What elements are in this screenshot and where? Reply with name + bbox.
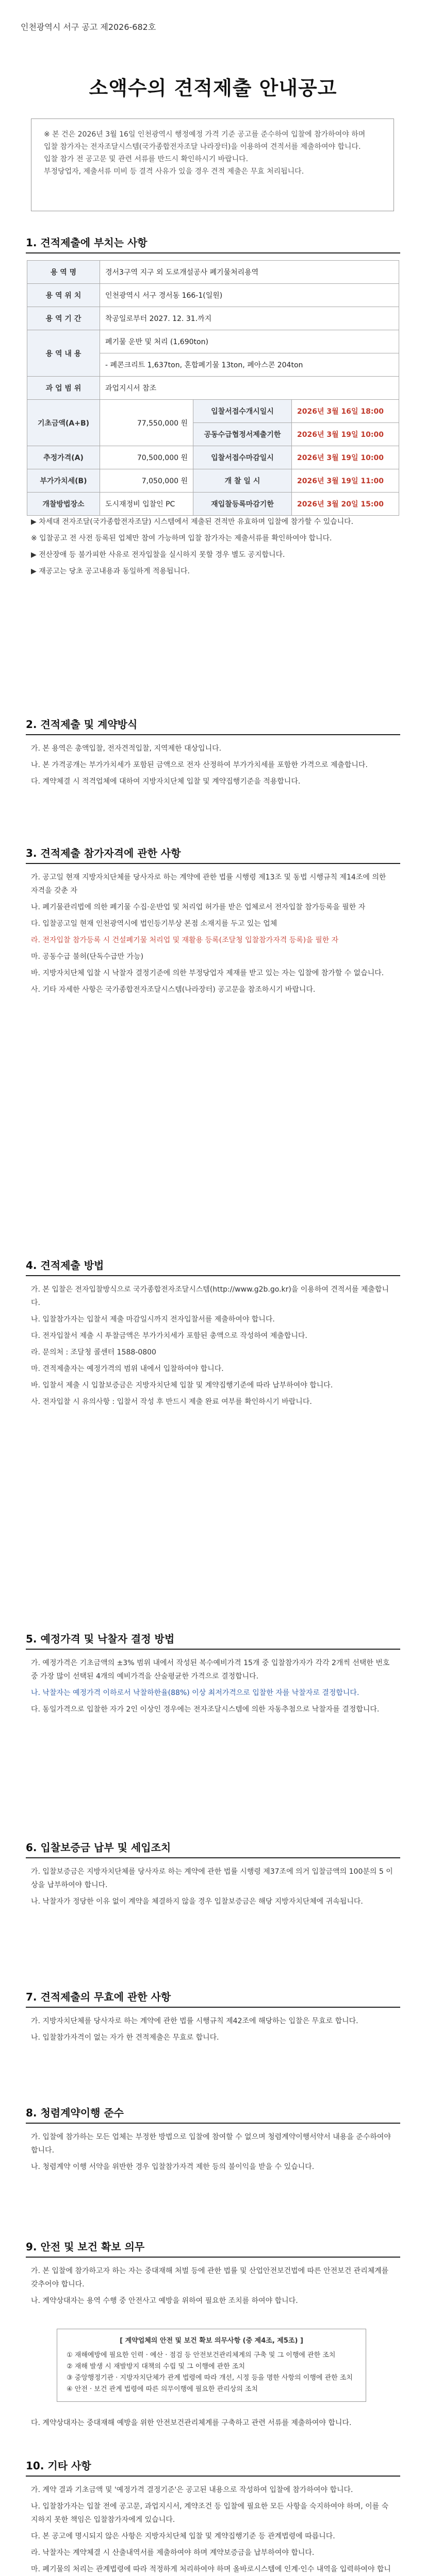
section-divider xyxy=(26,734,400,735)
section-title: 6. 입찰보증금 납부 및 세입조치 xyxy=(26,1841,171,1854)
budget-label: 부가가치세(B) xyxy=(27,469,100,493)
body-line: 나. 계약상대자는 용역 수행 중 안전사고 예방을 위하여 필요한 조치를 하여야 합니다. xyxy=(31,2297,298,2305)
section4-body xyxy=(31,1283,395,1412)
body-line: 마. 공동수급 불허(단독수급만 가능) xyxy=(31,953,144,961)
body-line: 나. 입찰참가자는 입찰 전에 공고문, 과업지시서, 계약조건 등 입찰에 필요한 모든 사항을 숙지하여야 하며, 이를 숙지하지 못한 책임은 입찰참가자에게 있습니다. xyxy=(31,2502,389,2524)
section-title: 8. 청렴계약이행 준수 xyxy=(26,2107,124,2119)
table-row xyxy=(27,469,399,493)
table-row xyxy=(27,284,399,307)
box-line: ① 재해예방에 필요한 인력 · 예산 · 점검 등 안전보건관리체계의 구축 및 그 이행에 관한 조치 xyxy=(67,2351,336,2359)
body-line: 다. 계약상대자는 중대재해 예방을 위한 안전보건관리체계를 구축하고 관련 서류를 제출하여야 합니다. xyxy=(31,2419,352,2427)
budget-amount: 도시재정비 입찰인 PC xyxy=(100,493,193,516)
body-line: 바. 지방자치단체 입찰 시 낙찰자 결정기준에 의한 부정당업자 제재를 받고 있는 자는 입찰에 참가할 수 없습니다. xyxy=(31,969,384,977)
schedule-value: 2026년 3월 16일 18:00 xyxy=(292,400,399,423)
budget-amount: 70,500,000 원 xyxy=(100,446,193,469)
row-label: 용 역 명 xyxy=(27,261,100,284)
body-line: 가. 입찰보증금은 지방자치단체를 당사자로 하는 계약에 관한 법률 시행령 제37조에 의거 입찰금액의 100분의 5 이상을 납부하여야 합니다. xyxy=(31,1868,393,1889)
section-title: 1. 견적제출에 부치는 사항 xyxy=(26,236,148,249)
schedule-value: 2026년 3월 19일 11:00 xyxy=(292,469,399,493)
notice-line: 입찰 참가자는 전자조달시스템(국가종합전자조달 나라장터)을 이용하여 견적서를 제출하여야 합니다. xyxy=(44,143,361,151)
body-line: 가. 예정가격은 기초금액의 ±3% 범위 내에서 작성된 복수예비가격 15개 중 입찰참가자가 각각 2개씩 선택한 번호 중 가장 많이 선택된 4개의 예비가격을 산술평균한 가격으로 결정합니다. xyxy=(31,1659,390,1681)
table-row xyxy=(27,261,399,284)
body-line: 바. 입찰서 제출 시 입찰보증금은 지방자치단체 입찰 및 계약집행기준에 따라 납부하여야 합니다. xyxy=(31,1381,333,1389)
notice-box xyxy=(31,118,394,211)
section-title: 4. 견적제출 방법 xyxy=(26,1259,104,1272)
section9-after xyxy=(31,2416,395,2433)
safety-obligation-box xyxy=(57,2329,366,2402)
body-line: 가. 지방자치단체를 당사자로 하는 계약에 관한 법률 시행규칙 제42조에 해당하는 입찰은 무효로 합니다. xyxy=(31,2017,358,2025)
body-line: 마. 폐기물의 처리는 관계법령에 따라 적정하게 처리하여야 하며 올바로시스템에 인계·인수 내역을 입력하여야 합니 xyxy=(31,2565,391,2573)
body-line: 나. 입찰참가자격이 없는 자가 한 견적제출은 무효로 합니다. xyxy=(31,2033,219,2042)
schedule-label: 입찰서접수개시일시 xyxy=(193,400,292,423)
box-line: ③ 중앙행정기관 · 지방자치단체가 관계 법령에 따라 개선, 시정 등을 명한 사항의 이행에 관한 조치 xyxy=(67,2374,353,2382)
budget-amount: 7,050,000 원 xyxy=(100,469,193,493)
body-line: 라. 전자입찰 참가등록 시 건설폐기물 처리업 및 재활용 등록(조달청 입찰참가자격 등록)을 필한 자 xyxy=(31,936,339,944)
schedule-label: 개 찰 일 시 xyxy=(193,469,292,493)
budget-amount: 77,550,000 원 xyxy=(100,400,193,446)
table-row xyxy=(27,493,399,516)
note-line: ※ 입찰공고 전 사전 등록된 업체만 참여 가능하며 입찰 참가자는 제출서류를 확인하여야 합니다. xyxy=(31,534,332,543)
section-divider xyxy=(26,2257,400,2258)
schedule-label: 입찰서접수마감일시 xyxy=(193,446,292,469)
budget-label: 개찰방법장소 xyxy=(27,493,100,516)
note-line: ▶ 재공고는 당초 공고내용과 동일하게 적용됩니다. xyxy=(31,567,190,575)
body-line: 다. 동일가격으로 입찰한 자가 2인 이상인 경우에는 전자조달시스템에 의한 자동추첨으로 낙찰자를 결정합니다. xyxy=(31,1705,380,1714)
body-line: 라. 낙찰자는 계약체결 시 산출내역서를 제출하여야 하며 계약보증금을 납부하여야 합니다. xyxy=(31,2549,315,2557)
body-line: 가. 계약 결과 기초금액 및 '예정가격 결정기준'은 공고된 내용으로 작성하여 입찰에 참가하여야 합니다. xyxy=(31,2486,353,2494)
body-line: 가. 공고일 현재 지방자치단체를 당사자로 하는 계약에 관한 법률 시행령 제13조 및 동법 시행규칙 제14조에 의한 자격을 갖춘 자 xyxy=(31,873,386,895)
section-divider xyxy=(26,2007,400,2008)
section-divider xyxy=(26,2123,400,2124)
row-value: 인천광역시 서구 경서동 166-1(일원) xyxy=(100,284,399,307)
body-line: 다. 계약체결 시 적격업체에 대하여 지방자치단체 입찰 및 계약집행기준을 적용합니다. xyxy=(31,777,301,786)
body-line: 나. 낙찰자가 정당한 이유 없이 계약을 체결하지 않을 경우 입찰보증금은 해당 지방자치단체에 귀속됩니다. xyxy=(31,1897,363,1906)
section1-notes xyxy=(31,515,395,581)
box-line: ② 재해 발생 시 재발방지 대책의 수립 및 그 이행에 관한 조치 xyxy=(67,2363,245,2370)
body-line: 가. 본 용역은 총액입찰, 전자견적입찰, 지역제한 대상입니다. xyxy=(31,744,222,753)
section-divider xyxy=(26,863,400,864)
body-line: 나. 청렴계약 이행 서약을 위반한 경우 입찰참가자격 제한 등의 불이익을 받을 수 있습니다. xyxy=(31,2163,315,2171)
body-line: 다. 전자입찰서 제출 시 투찰금액은 부가가치세가 포함된 총액으로 작성하여 제출합니다. xyxy=(31,1332,307,1340)
section-divider xyxy=(26,1857,400,1858)
row-label: 용 역 내 용 xyxy=(27,330,100,377)
section-title: 3. 견적제출 참가자격에 관한 사항 xyxy=(26,847,181,859)
row-label: 용 역 위 치 xyxy=(27,284,100,307)
note-line: ▶ 전산장애 등 불가피한 사유로 전자입찰을 실시하지 못할 경우 별도 공지합니다. xyxy=(31,551,285,559)
table-row xyxy=(27,446,399,469)
row-value: 과업지시서 참조 xyxy=(100,377,399,400)
section5-body xyxy=(31,1656,395,1719)
body-line: 다. 본 공고에 명시되지 않은 사항은 지방자치단체 입찰 및 계약집행기준 등 관계법령에 따릅니다. xyxy=(31,2532,335,2540)
body-line: 다. 입찰공고일 현재 인천광역시에 법인등기부상 본점 소재지를 두고 있는 업체 xyxy=(31,920,277,928)
schedule-value: 2026년 3월 19일 10:00 xyxy=(292,446,399,469)
schedule-label: 재입찰등록마감기한 xyxy=(193,493,292,516)
body-line: 나. 입찰참가자는 입찰서 제출 마감일시까지 전자입찰서를 제출하여야 합니다. xyxy=(31,1315,275,1324)
section2-body xyxy=(31,742,395,791)
section-divider xyxy=(26,1275,400,1276)
row-value: 경서3구역 지구 외 도로개설공사 폐기물처리용역 xyxy=(100,261,399,284)
body-line: 가. 본 입찰에 참가하고자 하는 자는 중대재해 처벌 등에 관한 법률 및 산업안전보건법에 따른 안전보건 관리체계를 갖추어야 합니다. xyxy=(31,2267,389,2289)
section8-body xyxy=(31,2130,395,2177)
schedule-value: 2026년 3월 20일 15:00 xyxy=(292,493,399,516)
body-line: 라. 문의처 : 조달청 콜센터 1588-0800 xyxy=(31,1348,156,1357)
box-title: [ 계약업체의 안전 및 보건 확보 의무사항 (중 제4조, 제5조) ] xyxy=(120,2337,303,2345)
table-row xyxy=(27,377,399,400)
section-divider xyxy=(26,2476,400,2477)
section-title: 2. 견적제출 및 계약방식 xyxy=(26,718,138,731)
notice-line: 입찰 참가 전 공고문 및 관련 서류를 반드시 확인하시기 바랍니다. xyxy=(44,155,249,163)
row-label: 과 업 범 위 xyxy=(27,377,100,400)
row-label: 용 역 기 간 xyxy=(27,307,100,330)
section-title: 9. 안전 및 보건 확보 의무 xyxy=(26,2241,145,2253)
body-line: 마. 견적제출자는 예정가격의 범위 내에서 입찰하여야 합니다. xyxy=(31,1365,224,1373)
table-row xyxy=(27,400,399,423)
section6-body xyxy=(31,1865,395,1911)
section-title: 5. 예정가격 및 낙찰자 결정 방법 xyxy=(26,1633,175,1645)
section9-body xyxy=(31,2264,395,2311)
table-row xyxy=(27,330,399,353)
section-title: 10. 기타 사항 xyxy=(26,2460,91,2472)
body-line: 사. 전자입찰 시 유의사항 : 입찰서 작성 후 반드시 제출 완료 여부를 확인하시기 바랍니다. xyxy=(31,1398,312,1406)
section-divider xyxy=(26,1649,400,1650)
section-title: 7. 견적제출의 무효에 관한 사항 xyxy=(26,1991,171,2003)
budget-label: 기초금액(A+B) xyxy=(27,400,100,446)
announcement-number: 인천광역시 서구 공고 제2026-682호 xyxy=(21,22,156,32)
body-line: 나. 본 가격공개는 부가가치세가 포함된 금액으로 전자 산정하여 부가가치세를 포함한 가격으로 제출합니다. xyxy=(31,761,368,769)
row-value: - 폐콘크리트 1,637ton, 혼합폐기물 13ton, 폐아스콘 204ton xyxy=(100,353,399,377)
section10-body xyxy=(31,2483,395,2576)
notice-line: 부정당업자, 제출서류 미비 등 결격 사유가 있을 경우 견적 제출은 무효 처리됩니다. xyxy=(44,167,304,176)
table-row xyxy=(27,307,399,330)
notice-line: ※ 본 건은 2026년 3월 16일 인천광역시 행정예정 가격 기준 공고를 준수하여 입찰에 참가하여야 하며 xyxy=(44,130,366,139)
row-value: 폐기물 운반 및 처리 (1,690ton) xyxy=(100,330,399,353)
section-divider xyxy=(26,252,400,253)
body-line: 가. 본 입찰은 전자입찰방식으로 국가종합전자조달시스템(http://www.g2b.go.kr)을 이용하여 견적서를 제출합니다. xyxy=(31,1285,389,1307)
row-value: 착공일로부터 2027. 12. 31.까지 xyxy=(100,307,399,330)
body-line: 나. 낙찰자는 예정가격 이하로서 낙찰하한율(88%) 이상 최저가격으로 입찰한 자를 낙찰자로 결정합니다. xyxy=(31,1689,359,1697)
budget-label: 추정가격(A) xyxy=(27,446,100,469)
body-line: 가. 입찰에 참가하는 모든 업체는 부정한 방법으로 입찰에 참여할 수 없으며 청렴계약이행서약서 내용을 준수하여야 합니다. xyxy=(31,2133,391,2155)
body-line: 나. 폐기물관리법에 의한 폐기물 수집·운반업 및 처리업 허가를 받은 업체로서 전자입찰 참가등록을 필한 자 xyxy=(31,903,366,911)
body-line: 사. 기타 자세한 사항은 국가종합전자조달시스템(나라장터) 공고문을 참조하시기 바랍니다. xyxy=(31,986,316,994)
section7-body xyxy=(31,2014,395,2047)
section3-body xyxy=(31,871,395,999)
page-title: 소액수의 견적제출 안내공고 xyxy=(89,77,337,99)
schedule-label: 공동수급협정서제출기한 xyxy=(193,423,292,446)
note-line: ▶ 차세대 전자조달(국가종합전자조달) 시스템에서 제출된 견적만 유효하며 입찰에 참가할 수 있습니다. xyxy=(31,518,354,526)
box-line: ④ 안전 · 보건 관계 법령에 따른 의무이행에 필요한 관리상의 조치 xyxy=(67,2385,258,2393)
bid-info-table xyxy=(27,260,399,516)
schedule-value: 2026년 3월 19일 10:00 xyxy=(292,423,399,446)
